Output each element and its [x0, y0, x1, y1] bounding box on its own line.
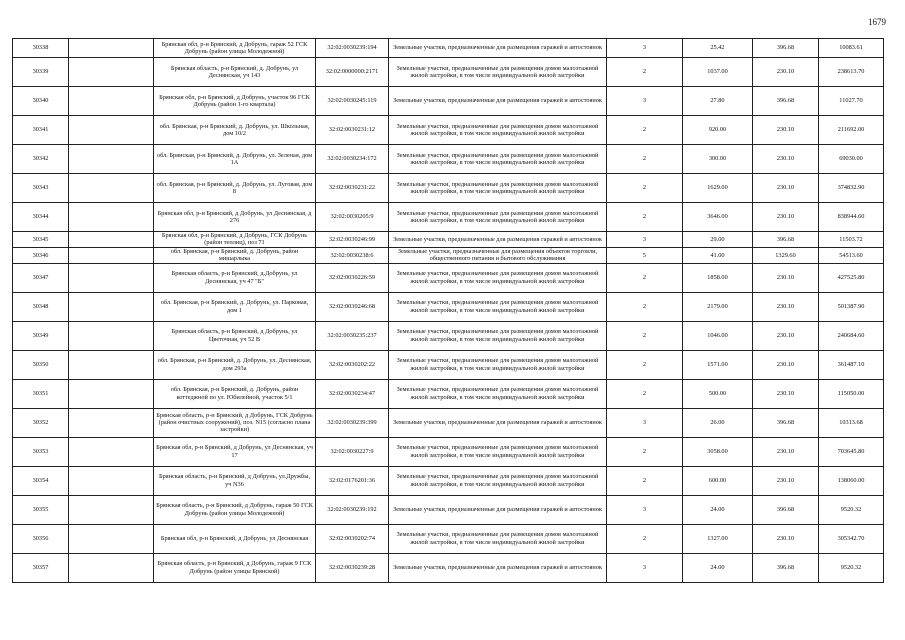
table-body [13, 39, 884, 583]
specific-value-cell: 230.10 [753, 174, 819, 203]
cadastral-number-cell: 32:02:0030234:47 [316, 379, 389, 408]
specific-value-cell: 230.10 [753, 379, 819, 408]
cadastral-number-cell: 32:02:0030202:22 [316, 350, 389, 379]
address-cell: Брянская область, р-н Брянский, д Добрунь, ул.Дружбы, уч N36 [154, 466, 316, 495]
address-cell: обл. Брянская, р-н Брянский, д. Добрунь, ул. Деснянская, дом 293а [154, 350, 316, 379]
area-cell: 3058.00 [683, 437, 753, 466]
address-cell: Брянская обл, р-н Брянский, д Добрунь, ул Деснянская [154, 524, 316, 553]
row-number-cell: 30356 [13, 524, 69, 553]
cadastral-value-cell: 501387.90 [819, 292, 884, 321]
row-number-cell: 30339 [13, 58, 69, 87]
address-cell: обл. Брянская, р-н Брянский, д. Добрунь, ул. Луговая, дом 8 [154, 174, 316, 203]
cadastral-value-cell: 240684.60 [819, 321, 884, 350]
cadastral-value-cell: 305342.70 [819, 524, 884, 553]
row-number-cell: 30347 [13, 263, 69, 292]
cadastral-value-cell: 10313.68 [819, 408, 884, 437]
row-number-cell: 30340 [13, 87, 69, 116]
group-code-cell: 2 [607, 466, 683, 495]
blank-cell [69, 58, 154, 87]
group-code-cell: 2 [607, 292, 683, 321]
area-cell: 25.42 [683, 39, 753, 58]
cadastral-value-cell: 238613.70 [819, 58, 884, 87]
row-number-cell: 30341 [13, 116, 69, 145]
cadastral-value-cell: 54513.60 [819, 247, 884, 263]
area-cell: 1858.00 [683, 263, 753, 292]
blank-cell [69, 39, 154, 58]
land-use-cell: Земельные участки, предназначенные для размещения домов малоэтажной жилой застройки, в том числе индивидуальной жилой застройки [389, 437, 607, 466]
table-row [13, 350, 884, 379]
blank-cell [69, 553, 154, 582]
area-cell: 920.00 [683, 116, 753, 145]
land-use-cell: Земельные участки, предназначенные для размещения домов малоэтажной жилой застройки, в том числе индивидуальной жилой застройки [389, 350, 607, 379]
cadastral-number-cell: 32:02:0030245:119 [316, 87, 389, 116]
area-cell: 29.00 [683, 232, 753, 248]
land-use-cell: Земельные участки, предназначенные для размещения домов малоэтажной жилой застройки, в том числе индивидуальной жилой застройки [389, 145, 607, 174]
land-use-cell: Земельные участки, предназначенные для размещения гаражей и автостоянок [389, 408, 607, 437]
page-number: 1679 [868, 17, 886, 27]
cadastral-value-cell: 138060.00 [819, 466, 884, 495]
specific-value-cell: 1329.60 [753, 247, 819, 263]
address-cell: обл. Брянская, р-н Брянский, д. Добрунь, ул. Школьная, дом 10/2 [154, 116, 316, 145]
table-row [13, 263, 884, 292]
area-cell: 1571.00 [683, 350, 753, 379]
table-row [13, 524, 884, 553]
table-row [13, 145, 884, 174]
cadastral-number-cell: 32:02:0030246:99 [316, 232, 389, 248]
cadastral-number-cell: 32:02:0030239:399 [316, 408, 389, 437]
table-row [13, 87, 884, 116]
area-cell: 3646.00 [683, 203, 753, 232]
area-cell: 41.00 [683, 247, 753, 263]
land-use-cell: Земельные участки, предназначенные для размещения домов малоэтажной жилой застройки, в том числе индивидуальной жилой застройки [389, 321, 607, 350]
blank-cell [69, 466, 154, 495]
blank-cell [69, 232, 154, 248]
group-code-cell: 3 [607, 408, 683, 437]
row-number-cell: 30354 [13, 466, 69, 495]
specific-value-cell: 230.10 [753, 58, 819, 87]
table-row [13, 379, 884, 408]
cadastral-number-cell: 32:02:0030239:28 [316, 553, 389, 582]
specific-value-cell: 230.10 [753, 292, 819, 321]
row-number-cell: 30342 [13, 145, 69, 174]
cadastral-number-cell: 32:02:0030234:172 [316, 145, 389, 174]
land-use-cell: Земельные участки, предназначенные для размещения домов малоэтажной жилой застройки, в том числе индивидуальной жилой застройки [389, 58, 607, 87]
specific-value-cell: 230.10 [753, 116, 819, 145]
cadastral-value-cell: 9520.32 [819, 553, 884, 582]
table-row [13, 247, 884, 263]
cadastral-value-cell: 9520.32 [819, 495, 884, 524]
area-cell: 1046.00 [683, 321, 753, 350]
table-row [13, 437, 884, 466]
cadastral-number-cell: 32:02:0030227:9 [316, 437, 389, 466]
address-cell: Брянская область, р-н Брянский, д Добрунь, ГСК Добрунь (район очистных сооружений), поз. N15 (согласно плана застройки) [154, 408, 316, 437]
blank-cell [69, 292, 154, 321]
address-cell: Брянская область, р-н Брянский, д.Добрунь, ул Деснянская, уч 47 "Б" [154, 263, 316, 292]
cadastral-number-cell: 32:02:0030202:74 [316, 524, 389, 553]
address-cell: обл. Брянская, р-н Брянский, д. Добрунь, район мишарлыка [154, 247, 316, 263]
address-cell: обл. Брянская, р-н Брянский, д. Добрунь, район коттеджной по ул. Юбилейной, участок 5/1 [154, 379, 316, 408]
table-row [13, 58, 884, 87]
area-cell: 600.00 [683, 466, 753, 495]
cadastral-number-cell: 32:02:0030226:59 [316, 263, 389, 292]
table-row [13, 203, 884, 232]
cadastral-value-table [12, 38, 884, 583]
land-use-cell: Земельные участки, предназначенные для размещения домов малоэтажной жилой застройки, в том числе индивидуальной жилой застройки [389, 466, 607, 495]
cadastral-number-cell: 32:02:0030239:192 [316, 495, 389, 524]
specific-value-cell: 230.10 [753, 524, 819, 553]
specific-value-cell: 396.68 [753, 408, 819, 437]
table-row [13, 408, 884, 437]
specific-value-cell: 396.68 [753, 39, 819, 58]
specific-value-cell: 396.68 [753, 553, 819, 582]
blank-cell [69, 408, 154, 437]
row-number-cell: 30351 [13, 379, 69, 408]
blank-cell [69, 174, 154, 203]
cadastral-number-cell: 32:02:0030246:68 [316, 292, 389, 321]
cadastral-value-cell: 115050.00 [819, 379, 884, 408]
specific-value-cell: 230.10 [753, 466, 819, 495]
blank-cell [69, 495, 154, 524]
blank-cell [69, 437, 154, 466]
blank-cell [69, 203, 154, 232]
address-cell: Брянская область, р-н Брянский, д. Добрунь, ул Деснянская, уч 143 [154, 58, 316, 87]
cadastral-value-cell: 11027.70 [819, 87, 884, 116]
cadastral-value-cell: 11503.72 [819, 232, 884, 248]
address-cell: Брянская обл, р-н Брянский, д Добрунь, ул Деснянская, д 276 [154, 203, 316, 232]
blank-cell [69, 247, 154, 263]
cadastral-value-cell: 211692.00 [819, 116, 884, 145]
address-cell: Брянская область, р-н Брянский, д Добрунь, ул Цветочная, уч 52 В [154, 321, 316, 350]
specific-value-cell: 230.10 [753, 321, 819, 350]
group-code-cell: 5 [607, 247, 683, 263]
group-code-cell: 3 [607, 232, 683, 248]
specific-value-cell: 230.10 [753, 437, 819, 466]
table-row [13, 292, 884, 321]
group-code-cell: 2 [607, 116, 683, 145]
cadastral-value-cell: 10083.61 [819, 39, 884, 58]
blank-cell [69, 524, 154, 553]
blank-cell [69, 87, 154, 116]
land-use-cell: Земельные участки, предназначенные для размещения гаражей и автостоянок [389, 232, 607, 248]
area-cell: 300.00 [683, 145, 753, 174]
cadastral-number-cell: 32:02:0030205:9 [316, 203, 389, 232]
area-cell: 500.00 [683, 379, 753, 408]
cadastral-number-cell: 32:02:0030231:22 [316, 174, 389, 203]
address-cell: Брянская обл, р-н Брянский, д Добрунь, ГСК Добрунь (район теплиц), поз 71 [154, 232, 316, 248]
cadastral-number-cell: 32:02:0030231:12 [316, 116, 389, 145]
row-number-cell: 30353 [13, 437, 69, 466]
group-code-cell: 2 [607, 350, 683, 379]
group-code-cell: 2 [607, 321, 683, 350]
area-cell: 2179.00 [683, 292, 753, 321]
group-code-cell: 3 [607, 87, 683, 116]
land-use-cell: Земельные участки, предназначенные для размещения гаражей и автостоянок [389, 39, 607, 58]
group-code-cell: 2 [607, 524, 683, 553]
blank-cell [69, 321, 154, 350]
specific-value-cell: 396.68 [753, 232, 819, 248]
table-row [13, 553, 884, 582]
land-use-cell: Земельные участки, предназначенные для размещения домов малоэтажной жилой застройки, в том числе индивидуальной жилой застройки [389, 379, 607, 408]
area-cell: 24.00 [683, 553, 753, 582]
group-code-cell: 3 [607, 39, 683, 58]
specific-value-cell: 230.10 [753, 350, 819, 379]
group-code-cell: 2 [607, 437, 683, 466]
group-code-cell: 3 [607, 495, 683, 524]
cadastral-number-cell: 32:02:0030239:194 [316, 39, 389, 58]
address-cell: Брянская обл, р-н Брянский, д Добрунь, гараж 52 ГСК Добрунь (район улицы Молодежной) [154, 39, 316, 58]
blank-cell [69, 379, 154, 408]
specific-value-cell: 230.10 [753, 145, 819, 174]
cadastral-value-cell: 374832.90 [819, 174, 884, 203]
area-cell: 1037.00 [683, 58, 753, 87]
address-cell: обл. Брянская, р-н Брянский, д. Добрунь, ул. Парковая, дом 1 [154, 292, 316, 321]
land-use-cell: Земельные участки, предназначенные для размещения объектов торговли, общественного питания и бытового обслуживания [389, 247, 607, 263]
table-row [13, 495, 884, 524]
row-number-cell: 30344 [13, 203, 69, 232]
address-cell: Брянская обл, р-н Брянский, д Добрунь, участок 96 ГСК Добрунь (район 1-го квартала) [154, 87, 316, 116]
group-code-cell: 2 [607, 145, 683, 174]
area-cell: 1327.00 [683, 524, 753, 553]
land-use-cell: Земельные участки, предназначенные для размещения домов малоэтажной жилой застройки, в том числе индивидуальной жилой застройки [389, 203, 607, 232]
row-number-cell: 30345 [13, 232, 69, 248]
table-row [13, 466, 884, 495]
blank-cell [69, 116, 154, 145]
group-code-cell: 2 [607, 58, 683, 87]
row-number-cell: 30346 [13, 247, 69, 263]
group-code-cell: 2 [607, 203, 683, 232]
blank-cell [69, 350, 154, 379]
row-number-cell: 30349 [13, 321, 69, 350]
specific-value-cell: 230.10 [753, 263, 819, 292]
cadastral-value-cell: 838944.60 [819, 203, 884, 232]
row-number-cell: 30350 [13, 350, 69, 379]
row-number-cell: 30357 [13, 553, 69, 582]
area-cell: 24.00 [683, 495, 753, 524]
specific-value-cell: 396.68 [753, 495, 819, 524]
cadastral-value-cell: 703645.80 [819, 437, 884, 466]
cadastral-value-cell: 427525.80 [819, 263, 884, 292]
cadastral-value-cell: 361487.10 [819, 350, 884, 379]
row-number-cell: 30343 [13, 174, 69, 203]
area-cell: 27.80 [683, 87, 753, 116]
land-use-cell: Земельные участки, предназначенные для размещения гаражей и автостоянок [389, 553, 607, 582]
blank-cell [69, 263, 154, 292]
row-number-cell: 30348 [13, 292, 69, 321]
land-use-cell: Земельные участки, предназначенные для размещения домов малоэтажной жилой застройки, в том числе индивидуальной жилой застройки [389, 292, 607, 321]
cadastral-number-cell: 32:02:0030238:6 [316, 247, 389, 263]
land-use-cell: Земельные участки, предназначенные для размещения домов малоэтажной жилой застройки, в том числе индивидуальной жилой застройки [389, 524, 607, 553]
specific-value-cell: 396.68 [753, 87, 819, 116]
table-row [13, 174, 884, 203]
row-number-cell: 30338 [13, 39, 69, 58]
cadastral-number-cell: 32:02:0176201:36 [316, 466, 389, 495]
group-code-cell: 2 [607, 263, 683, 292]
blank-cell [69, 145, 154, 174]
table-row [13, 232, 884, 248]
land-use-cell: Земельные участки, предназначенные для размещения домов малоэтажной жилой застройки, в том числе индивидуальной жилой застройки [389, 116, 607, 145]
group-code-cell: 3 [607, 553, 683, 582]
address-cell: Брянская область, р-н Брянский, д Добрунь, гараж 50 ГСК Добрунь (район улицы Молодежной) [154, 495, 316, 524]
cadastral-number-cell: 32:02:0000000:2171 [316, 58, 389, 87]
land-use-cell: Земельные участки, предназначенные для размещения домов малоэтажной жилой застройки, в том числе индивидуальной жилой застройки [389, 263, 607, 292]
address-cell: Брянская область, р-н Брянский, д Добрунь, гараж 9 ГСК Добрунь (район улицы Брянской) [154, 553, 316, 582]
row-number-cell: 30355 [13, 495, 69, 524]
land-use-cell: Земельные участки, предназначенные для размещения гаражей и автостоянок [389, 87, 607, 116]
row-number-cell: 30352 [13, 408, 69, 437]
address-cell: Брянская обл, р-н Брянский, д Добрунь, ул Деснянская, уч 17 [154, 437, 316, 466]
area-cell: 26.00 [683, 408, 753, 437]
address-cell: обл. Брянская, р-н Брянский, д. Добрунь, ул. Зеленая, дом 1А [154, 145, 316, 174]
land-use-cell: Земельные участки, предназначенные для размещения домов малоэтажной жилой застройки, в том числе индивидуальной жилой застройки [389, 174, 607, 203]
cadastral-number-cell: 32:02:0030235:237 [316, 321, 389, 350]
land-use-cell: Земельные участки, предназначенные для размещения гаражей и автостоянок [389, 495, 607, 524]
cadastral-value-cell: 69030.00 [819, 145, 884, 174]
group-code-cell: 2 [607, 379, 683, 408]
specific-value-cell: 230.10 [753, 203, 819, 232]
table-row [13, 116, 884, 145]
group-code-cell: 2 [607, 174, 683, 203]
table-row [13, 39, 884, 58]
table-row [13, 321, 884, 350]
area-cell: 1629.00 [683, 174, 753, 203]
